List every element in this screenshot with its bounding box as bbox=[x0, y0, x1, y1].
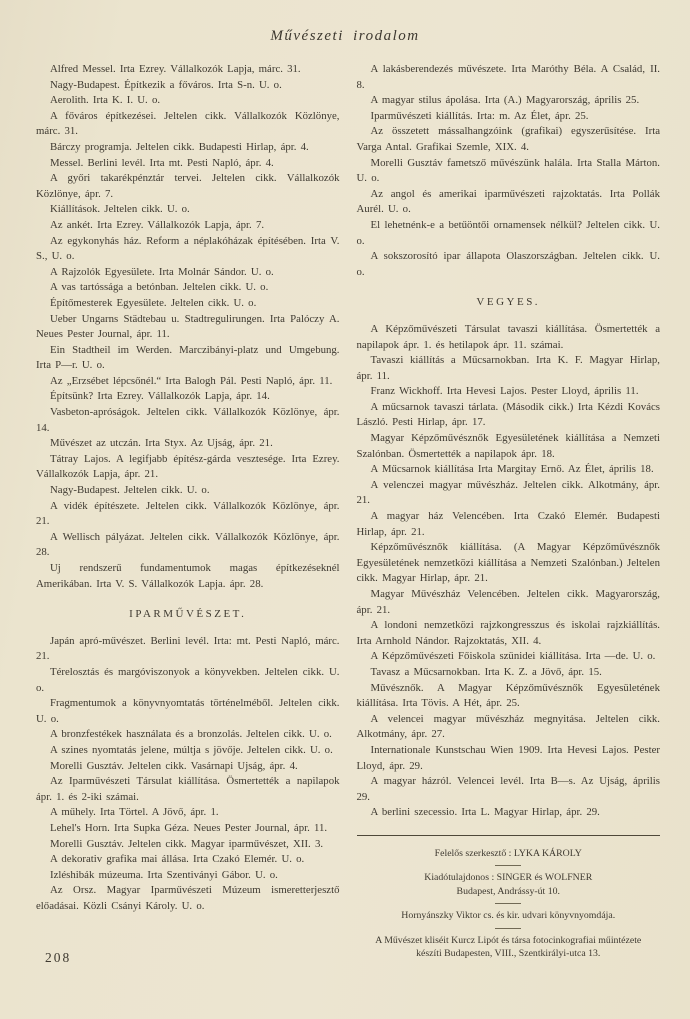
bibliography-entry: Az Orsz. Magyar Iparművészeti Múzeum ismeretterjesztő előadásai. Közli Csányi Károly. U. o. bbox=[36, 884, 340, 912]
bibliography-entry: Uj rendszerű fundamentumok magas építkezéseknél Amerikában. Irta V. S. Vállalkozók Lapja. ápr. 28. bbox=[36, 562, 340, 590]
bibliography-entry: Művésznők. A Magyar Képzőművésznők Egyesületének kiállítása. Irta Tövis. A Hét, ápr. 25. bbox=[356, 681, 660, 710]
bibliography-entry: A magyar stilus ápolása. Irta (A.) Magyarország, április 25. bbox=[370, 94, 640, 107]
printer-line: Hornyánszky Viktor cs. és kir. udvari könyvnyomdája. bbox=[401, 910, 616, 922]
bibliography-entry: Vasbeton-apróságok. Jeltelen cikk. Vállalkozók Közlönye, ápr. 14. bbox=[36, 406, 340, 434]
bibliography-entry: Az „Erzsébet lépcsőnél.“ Irta Balogh Pál. Pesti Napló, ápr. 11. bbox=[50, 374, 333, 387]
right-column-sections bbox=[357, 62, 661, 821]
bibliography-entry: Tátray Lajos. A legifjabb építész-gárda vesztesége. Irta Ezrey. Vállalkozók Lapja, ápr. 21. bbox=[36, 452, 340, 481]
bibliography-entry: A vidék építészete. Jeltelen cikk. Vállalkozók Közlönye, ápr. 21. bbox=[36, 499, 340, 528]
bibliography-entry: Magyar Képzőművésznők Egyesületének kiállítása a Nemzeti Szalónban. Ösmertették a napilapok ápr. 18. bbox=[356, 432, 660, 460]
bibliography-entry: A berlini szecessio. Irta L. Magyar Hirlap, ápr. 29. bbox=[370, 806, 600, 819]
imprint-footer bbox=[357, 835, 661, 961]
bibliography-entry: Izléshibák múzeuma. Irta Szentiványi Gábor. U. o. bbox=[50, 868, 278, 881]
footer-divider-dash bbox=[495, 928, 521, 929]
footer-divider-dash bbox=[495, 903, 521, 904]
bibliography-entry: Az Iparművészeti Társulat kiállítása. Ösmertették a napilapok ápr. 1. és 2-iki számai. bbox=[36, 775, 340, 803]
left-column bbox=[36, 62, 340, 961]
publisher-line: Kiadótulajdonos : SINGER és WOLFNER bbox=[424, 872, 593, 884]
bibliography-entry: Képzőművésznők kiállítása. (A Magyar Képzőművésznők Egyesületének nemzetközi kiállítása a Nemzeti Szalónban.) Jeltelen cikk. Magyar Hirlap, ápr. 21. bbox=[356, 541, 660, 585]
publisher-address-line: Budapest, Andrássy-út 10. bbox=[456, 885, 560, 897]
bibliography-entry: A Képzőművészeti Főiskola szünidei kiállítása. Irta —de. U. o. bbox=[370, 650, 656, 663]
bibliography-entry: A velencei magyar művészház megnyitása. Jeltelen cikk. Alkotmány, ápr. 27. bbox=[356, 712, 660, 741]
bibliography-entry: Iparművészeti kiállítás. Irta: m. Az Élet, ápr. 25. bbox=[370, 109, 589, 122]
bibliography-entry: A műcsarnok tavaszi tárlata. (Második cikk.) Irta Kézdi Kovács László. Pesti Hirlap, ápr. 17. bbox=[356, 400, 660, 429]
bibliography-entry: A Képzőművészeti Társulat tavaszi kiállítása. Ösmertették a napilapok ápr. 1. és hetilapok ápr. 11. számai. bbox=[356, 322, 660, 351]
cliche-note-line: A Művészet kliséit Kurcz Lipót és társa fotocinkografiai műintézete készíti Budapesten, VIII., Szentkirályi-utca 13. bbox=[375, 934, 642, 960]
footer-rule bbox=[357, 835, 661, 836]
bibliography-entry: Aerolith. Irta K. I. U. o. bbox=[50, 94, 161, 107]
page-number: 208 bbox=[45, 950, 72, 965]
bibliography-entry: A főváros építkezései. Jeltelen cikk. Vállalkozók Közlönye, márc. 31. bbox=[36, 109, 340, 138]
bibliography-entry: A vas tartóssága a betónban. Jeltelen cikk. U. o. bbox=[50, 281, 269, 294]
bibliography-entry: Az angol és amerikai iparművészeti rajzoktatás. Irta Pollák Aurél. U. o. bbox=[356, 187, 660, 216]
bibliography-entry: Építőmesterek Egyesülete. Jeltelen cikk. U. o. bbox=[50, 296, 257, 309]
bibliography-entry: A magyar házról. Velencei levél. Irta B—s. Az Ujság, április 29. bbox=[356, 775, 660, 803]
bibliography-entry: Japán apró-művészet. Berlini levél. Irta: mt. Pesti Napló, márc. 21. bbox=[36, 634, 340, 663]
bibliography-entry: Nagy-Budapest. Építkezik a főváros. Irta S-n. U. o. bbox=[50, 78, 282, 91]
bibliography-entry: A bronzfestékek használata és a bronzolás. Jeltelen cikk. U. o. bbox=[50, 728, 332, 741]
bibliography-entry: A műhely. Irta Törtel. A Jövő, ápr. 1. bbox=[50, 806, 219, 819]
bibliography-entry: Ein Stadtheil im Werden. Marczibányi-platz und Umgebung. Irta P—r. U. o. bbox=[36, 343, 340, 372]
bibliography-entry: Lehel's Horn. Irta Supka Géza. Neues Pester Journal, ápr. 11. bbox=[50, 821, 328, 834]
bibliography-entry: Magyar Művészház Velencében. Jeltelen cikk. Magyarország, ápr. 21. bbox=[356, 588, 660, 616]
bibliography-entry: A győri takarékpénztár tervei. Jeltelen cikk. Vállalkozók Közlönye, ápr. 7. bbox=[36, 172, 340, 200]
running-head: Művészeti irodalom bbox=[270, 28, 420, 44]
bibliography-entry: Morelli Gusztáv. Jeltelen cikk. Vasárnapi Ujság, ápr. 4. bbox=[50, 759, 298, 772]
left-column-sections bbox=[36, 62, 340, 914]
bibliography-entry: A Wellisch pályázat. Jeltelen cikk. Vállalkozók Közlönye, ápr. 28. bbox=[36, 530, 340, 559]
bibliography-entry: Ueber Ungarns Städtebau u. Stadtregulirungen. Irta Palóczy A. Neues Pester Journal, ápr. 11. bbox=[36, 312, 340, 341]
bibliography-entry: Az egykonyhás ház. Reform a néplakóházak építésében. Irta V. S., U. o. bbox=[36, 234, 340, 263]
bibliography-entry: A lakásberendezés művészete. Irta Maróthy Béla. A Család, II. 8. bbox=[356, 63, 660, 91]
bibliography-entry: Franz Wickhoff. Irta Hevesi Lajos. Pester Lloyd, április 11. bbox=[370, 385, 639, 398]
bibliography-entry: A sokszorosító ipar állapota Olaszországban. Jeltelen cikk. U. o. bbox=[356, 250, 660, 278]
bibliography-entry: Internationale Kunstschau Wien 1909. Irta Hevesi Lajos. Pester Lloyd, ápr. 29. bbox=[356, 743, 660, 772]
bibliography-entry: Bárczy programja. Jeltelen cikk. Budapesti Hirlap, ápr. 4. bbox=[50, 140, 309, 153]
editor-line: Felelős szerkesztő : LYKA KÁROLY bbox=[434, 847, 582, 859]
bibliography-entry: Morelli Gusztáv fametsző művészünk halála. Irta Stalla Márton. U. o. bbox=[356, 156, 660, 185]
bibliography-entry: Tavaszi kiállítás a Műcsarnokban. Irta K. F. Magyar Hirlap, ápr. 11. bbox=[356, 354, 660, 382]
bibliography-entry: A magyar ház Velencében. Irta Czakó Elemér. Budapesti Hirlap, ápr. 21. bbox=[356, 510, 660, 538]
bibliography-entry: Messel. Berlini levél. Irta mt. Pesti Napló, ápr. 4. bbox=[50, 156, 274, 169]
bibliography-entry: Építsünk? Irta Ezrey. Vállalkozók Lapja, ápr. 14. bbox=[50, 390, 270, 403]
section-heading: IPARMŰVÉSZET. bbox=[129, 608, 247, 621]
bibliography-entry: Tavasz a Műcsarnokban. Irta K. Z. a Jövő, ápr. 15. bbox=[370, 665, 602, 678]
bibliography-entry: Fragmentumok a könyvnyomtatás történelméből. Jeltelen cikk. U. o. bbox=[36, 697, 340, 725]
two-column-text bbox=[0, 45, 690, 961]
bibliography-entry: Nagy-Budapest. Jeltelen cikk. U. o. bbox=[50, 484, 210, 497]
bibliography-entry: Művészet az utczán. Irta Styx. Az Ujság, ápr. 21. bbox=[50, 437, 273, 450]
bibliography-entry: A londoni nemzetközi rajzkongresszus és iskolai rajzkiállítás. Irta Arnhold Nándor. Rajzoktatás, XII. 4. bbox=[356, 619, 660, 647]
bibliography-entry: Kiállítások. Jeltelen cikk. U. o. bbox=[50, 203, 190, 216]
bibliography-entry: Az ankét. Irta Ezrey. Vállalkozók Lapja, ápr. 7. bbox=[50, 218, 265, 231]
bibliography-entry: A velenczei magyar művészház. Jeltelen cikk. Alkotmány, ápr. 21. bbox=[356, 478, 660, 507]
bibliography-entry: Morelli Gusztáv. Jeltelen cikk. Magyar iparművészet, XII. 3. bbox=[50, 837, 324, 850]
section-heading: VEGYES. bbox=[476, 296, 541, 309]
bibliography-entry: Térelosztás és margóviszonyok a könyvekben. Jeltelen cikk. U. o. bbox=[36, 665, 340, 694]
right-column bbox=[357, 62, 661, 961]
bibliography-entry: El lehetnénk-e a betűöntői ornamensek nélkül? Jeltelen cikk. U. o. bbox=[356, 218, 660, 247]
footer-divider-dash bbox=[495, 865, 521, 866]
bibliography-entry: A szines nyomtatás jelene, múltja s jövője. Jeltelen cikk. U. o. bbox=[50, 743, 333, 756]
bibliography-entry: A Rajzolók Egyesülete. Irta Molnár Sándor. U. o. bbox=[50, 265, 274, 278]
bibliography-entry: A Műcsarnok kiállítása Irta Margitay Ernő. Az Élet, április 18. bbox=[370, 463, 654, 476]
bibliography-entry: Alfred Messel. Irta Ezrey. Vállalkozók Lapja, márc. 31. bbox=[50, 63, 301, 75]
bibliography-entry: A dekorativ grafika mai állása. Irta Czakó Elemér. U. o. bbox=[50, 853, 305, 866]
bibliography-entry: Az összetett mássalhangzóink (grafikai) egyszerűsítése. Irta Varga Antal. Grafikai Szemle, XIX. 4. bbox=[356, 125, 660, 153]
